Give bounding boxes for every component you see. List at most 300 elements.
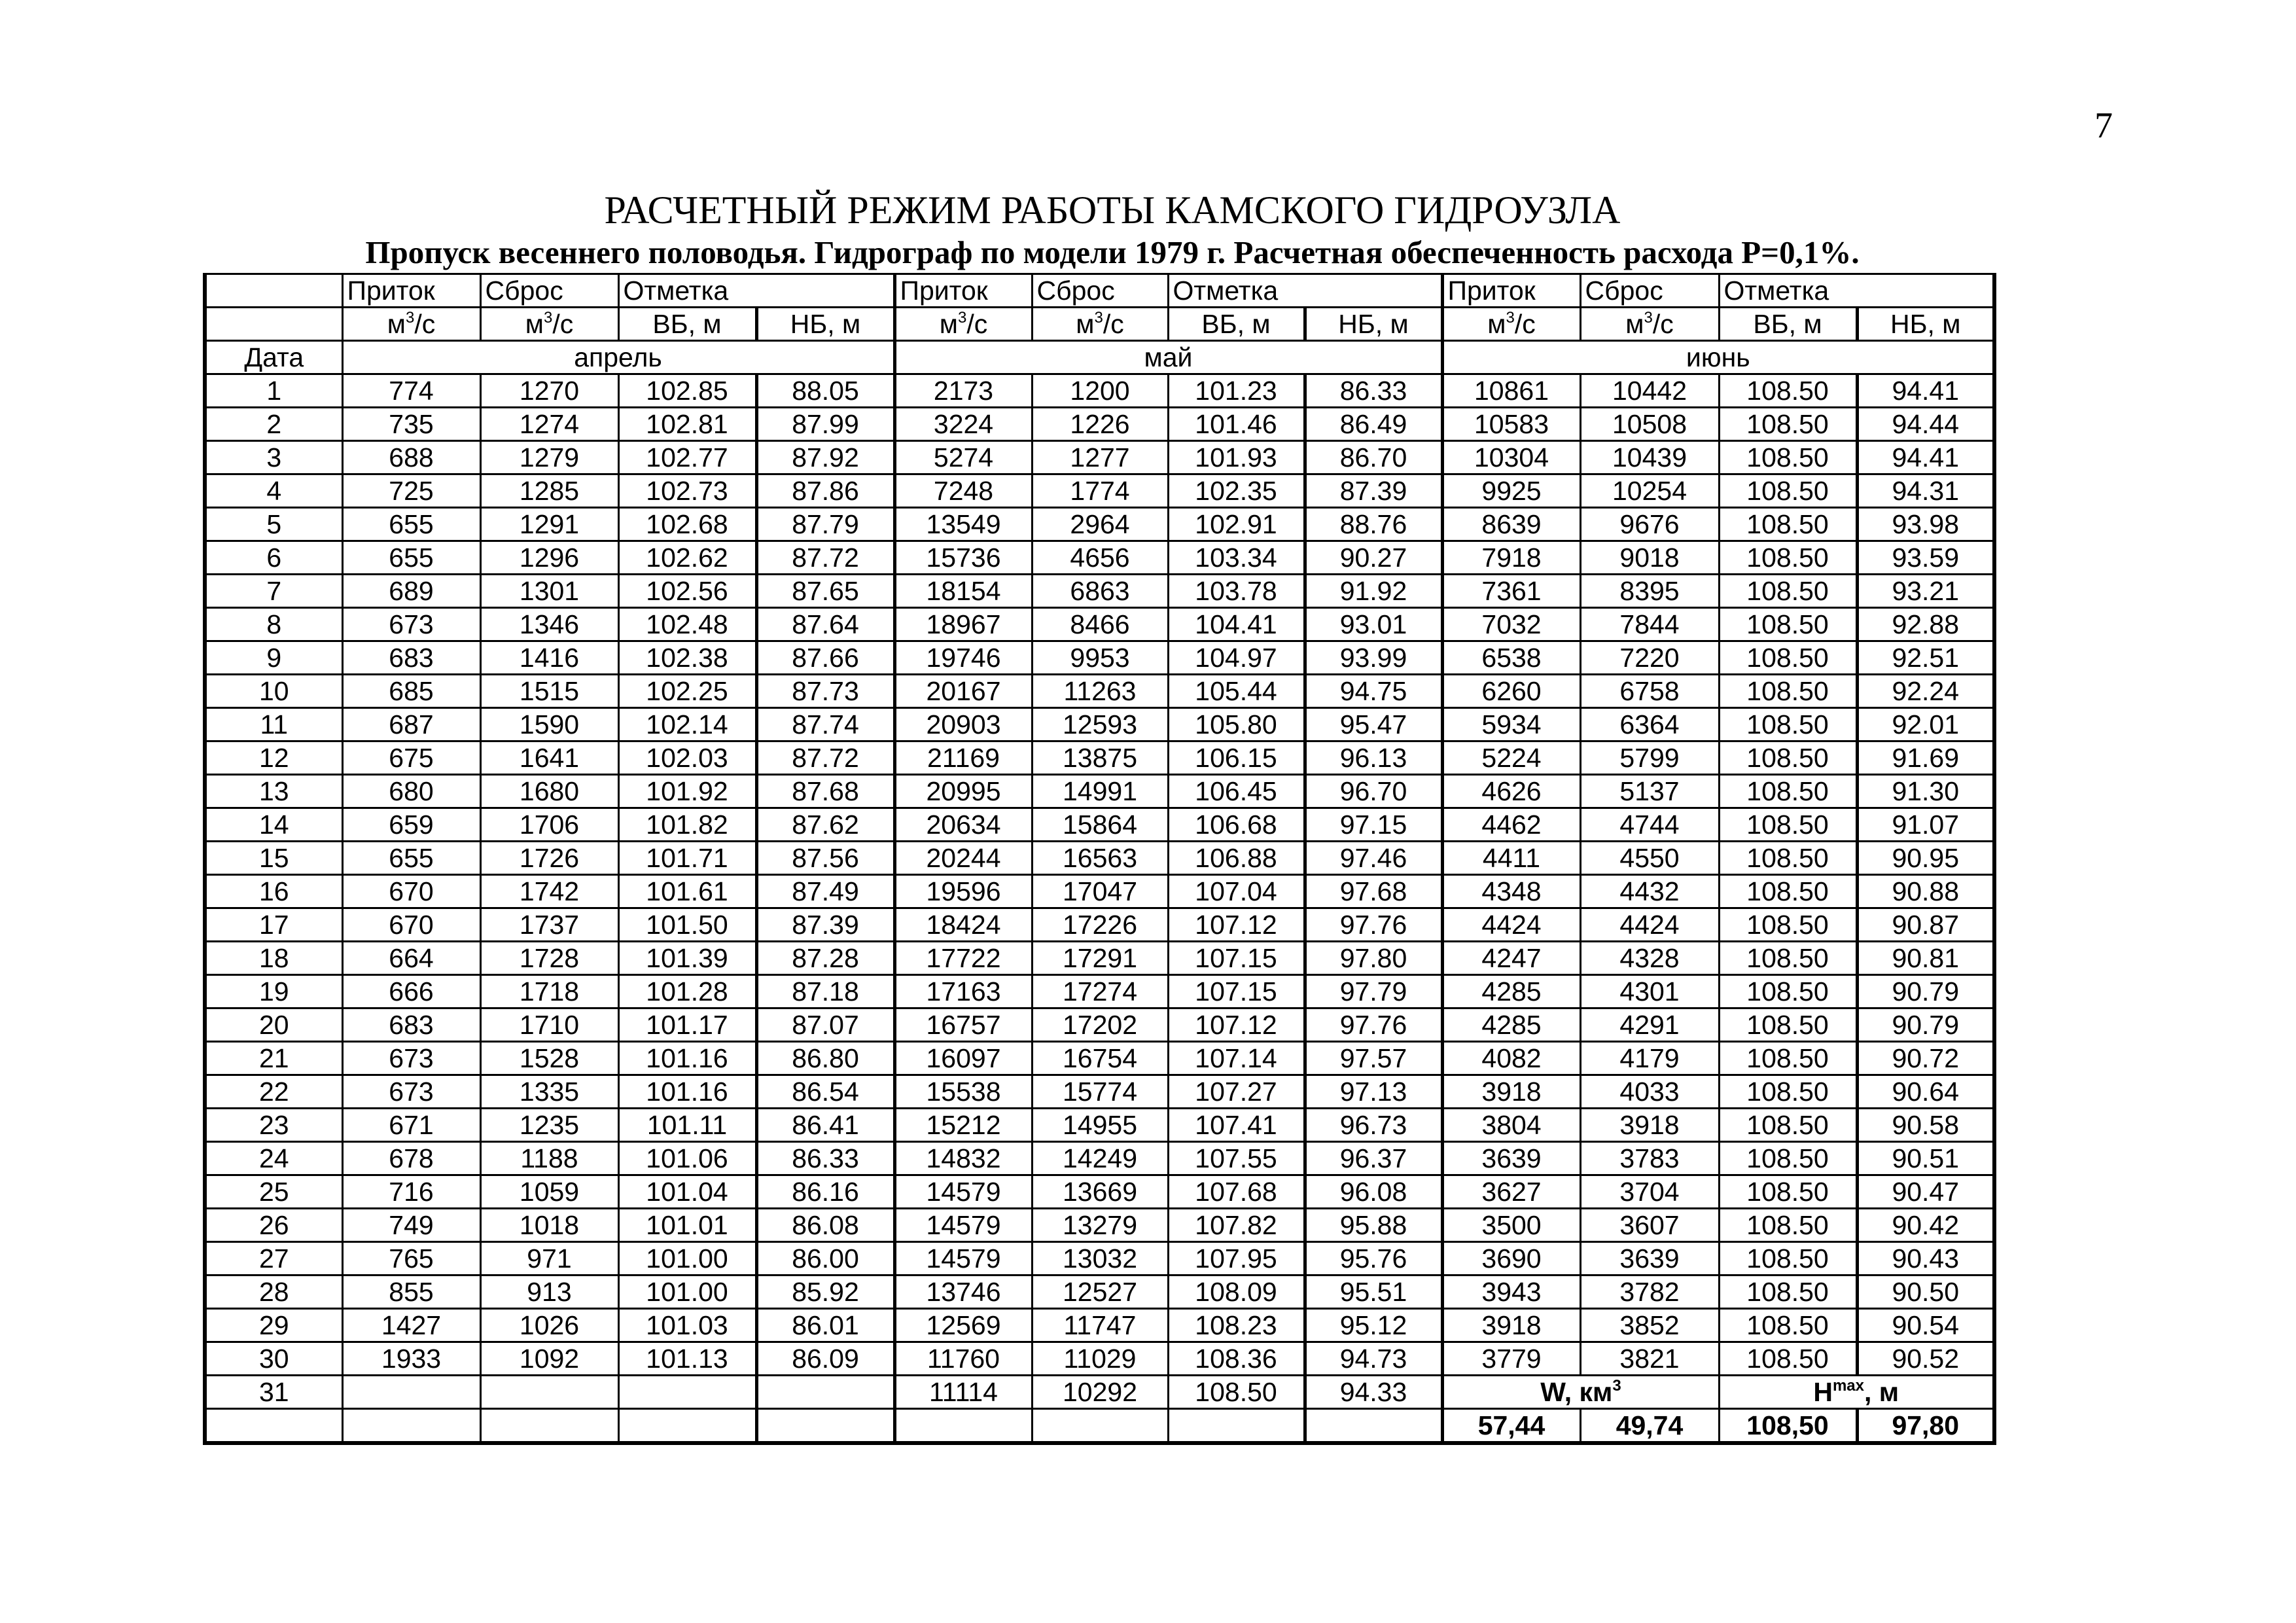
- june-inflow-cell: 10861: [1442, 374, 1580, 408]
- april-upper-pool-cell: 101.06: [618, 1142, 756, 1175]
- table-row: [205, 408, 1994, 441]
- may-tailwater-cell: 97.80: [1305, 942, 1442, 975]
- june-upper-pool-cell: 108.50: [1719, 1175, 1857, 1209]
- may-tailwater-cell: 95.12: [1305, 1309, 1442, 1342]
- header-discharge-may: Сброс: [1032, 274, 1168, 308]
- may-upper-pool-cell: 106.88: [1168, 842, 1305, 875]
- april-empty-cell: [756, 1376, 894, 1409]
- unit-flow: $м^3/с$: [1442, 308, 1580, 341]
- june-discharge-cell: 7220: [1580, 641, 1719, 675]
- june-inflow-cell: 10583: [1442, 408, 1580, 441]
- april-tailwater-cell: 87.18: [756, 975, 894, 1008]
- june-inflow-cell: 4247: [1442, 942, 1580, 975]
- april-discharge-cell: 1737: [480, 908, 618, 942]
- table-row: [205, 708, 1994, 741]
- may-discharge-cell: 6863: [1032, 575, 1168, 608]
- may-tailwater-cell: 96.08: [1305, 1175, 1442, 1209]
- april-inflow-cell: 683: [342, 641, 480, 675]
- table-row: [205, 374, 1994, 408]
- may-tailwater-cell: 94.75: [1305, 675, 1442, 708]
- may-upper-pool-cell: 107.15: [1168, 975, 1305, 1008]
- june-tailwater-cell: 93.98: [1857, 508, 1994, 541]
- june-upper-pool-cell: 108.50: [1719, 1275, 1857, 1309]
- may-inflow-cell: 20167: [894, 675, 1032, 708]
- header-inflow-june: Приток: [1442, 274, 1580, 308]
- april-discharge-cell: 1416: [480, 641, 618, 675]
- page-title: РАСЧЕТНЫЙ РЕЖИМ РАБОТЫ КАМСКОГО ГИДРОУЗЛА: [604, 188, 1621, 232]
- may-discharge-cell: 4656: [1032, 541, 1168, 575]
- april-discharge-cell: 1710: [480, 1008, 618, 1042]
- table-row: [205, 1142, 1994, 1175]
- may-tailwater-cell: 97.76: [1305, 908, 1442, 942]
- may-upper-pool-cell: 107.14: [1168, 1042, 1305, 1075]
- may-tailwater-cell: 97.79: [1305, 975, 1442, 1008]
- may-inflow-cell: 2173: [894, 374, 1032, 408]
- may-upper-pool-cell: 108.50: [1168, 1376, 1305, 1409]
- april-inflow-cell: 725: [342, 474, 480, 508]
- header-level-may: Отметка: [1168, 274, 1442, 308]
- june-upper-pool-cell: 108.50: [1719, 808, 1857, 842]
- april-inflow-cell: 683: [342, 1008, 480, 1042]
- may-upper-pool-cell: 104.97: [1168, 641, 1305, 675]
- may-upper-pool-cell: 104.41: [1168, 608, 1305, 641]
- unit-upper-pool: ВБ, м: [618, 308, 756, 341]
- may-upper-pool-cell: 108.09: [1168, 1275, 1305, 1309]
- april-tailwater-cell: 87.49: [756, 875, 894, 908]
- date-cell: 20: [205, 1008, 342, 1042]
- april-tailwater-cell: 87.86: [756, 474, 894, 508]
- table-row: [205, 1309, 1994, 1342]
- april-upper-pool-cell: 102.14: [618, 708, 756, 741]
- date-cell: 14: [205, 808, 342, 842]
- date-cell: 7: [205, 575, 342, 608]
- may-inflow-cell: 17163: [894, 975, 1032, 1008]
- june-upper-pool-cell: 108.50: [1719, 374, 1857, 408]
- june-inflow-cell: 4411: [1442, 842, 1580, 875]
- may-inflow-cell: 14579: [894, 1209, 1032, 1242]
- june-inflow-cell: 4348: [1442, 875, 1580, 908]
- april-upper-pool-cell: 101.03: [618, 1309, 756, 1342]
- unit-flow: $м^3/с$: [342, 308, 480, 341]
- june-inflow-cell: 3918: [1442, 1075, 1580, 1109]
- may-inflow-cell: 7248: [894, 474, 1032, 508]
- june-tailwater-cell: 90.43: [1857, 1242, 1994, 1275]
- april-discharge-cell: 1680: [480, 775, 618, 808]
- date-cell: 17: [205, 908, 342, 942]
- june-tailwater-cell: 94.41: [1857, 374, 1994, 408]
- june-discharge-cell: 4301: [1580, 975, 1719, 1008]
- table-row: [205, 975, 1994, 1008]
- april-discharge-cell: 971: [480, 1242, 618, 1275]
- april-discharge-cell: 1718: [480, 975, 618, 1008]
- june-inflow-cell: 3627: [1442, 1175, 1580, 1209]
- april-discharge-cell: 1059: [480, 1175, 618, 1209]
- june-upper-pool-cell: 108.50: [1719, 1109, 1857, 1142]
- june-upper-pool-cell: 108.50: [1719, 1142, 1857, 1175]
- april-upper-pool-cell: 101.17: [618, 1008, 756, 1042]
- may-upper-pool-cell: 107.82: [1168, 1209, 1305, 1242]
- april-upper-pool-cell: 101.00: [618, 1242, 756, 1275]
- april-inflow-cell: 673: [342, 608, 480, 641]
- may-upper-pool-cell: 108.36: [1168, 1342, 1305, 1376]
- header-row-months: [205, 341, 1994, 374]
- june-tailwater-cell: 92.51: [1857, 641, 1994, 675]
- may-inflow-cell: 18424: [894, 908, 1032, 942]
- may-upper-pool-cell: 108.23: [1168, 1309, 1305, 1342]
- april-tailwater-cell: 87.73: [756, 675, 894, 708]
- june-inflow-cell: 4424: [1442, 908, 1580, 942]
- date-cell: 2: [205, 408, 342, 441]
- april-discharge-cell: 1018: [480, 1209, 618, 1242]
- april-inflow-cell: 659: [342, 808, 480, 842]
- april-discharge-cell: 1641: [480, 741, 618, 775]
- may-tailwater-cell: 94.73: [1305, 1342, 1442, 1376]
- may-tailwater-cell: 95.88: [1305, 1209, 1442, 1242]
- june-tailwater-cell: 90.54: [1857, 1309, 1994, 1342]
- may-tailwater-cell: 95.76: [1305, 1242, 1442, 1275]
- april-upper-pool-cell: 101.13: [618, 1342, 756, 1376]
- table-row: [205, 1275, 1994, 1309]
- june-discharge-cell: 4328: [1580, 942, 1719, 975]
- table-row: [205, 1008, 1994, 1042]
- april-discharge-cell: 1528: [480, 1042, 618, 1075]
- june-tailwater-cell: 91.30: [1857, 775, 1994, 808]
- june-upper-pool-cell: 108.50: [1719, 1342, 1857, 1376]
- june-upper-pool-cell: 108.50: [1719, 842, 1857, 875]
- may-empty-cell: [894, 1409, 1032, 1444]
- may-upper-pool-cell: 107.41: [1168, 1109, 1305, 1142]
- june-inflow-cell: 7032: [1442, 608, 1580, 641]
- may-discharge-cell: 11029: [1032, 1342, 1168, 1376]
- june-inflow-cell: 5934: [1442, 708, 1580, 741]
- date-cell: 11: [205, 708, 342, 741]
- june-tailwater-cell: 92.88: [1857, 608, 1994, 641]
- date-cell: 5: [205, 508, 342, 541]
- may-inflow-cell: 20634: [894, 808, 1032, 842]
- may-discharge-cell: 17291: [1032, 942, 1168, 975]
- april-discharge-cell: 1274: [480, 408, 618, 441]
- april-upper-pool-cell: 101.61: [618, 875, 756, 908]
- unit-flow: $м^3/с$: [1032, 308, 1168, 341]
- may-upper-pool-cell: 103.34: [1168, 541, 1305, 575]
- april-inflow-cell: 666: [342, 975, 480, 1008]
- april-upper-pool-cell: 101.39: [618, 942, 756, 975]
- june-upper-pool-cell: 108.50: [1719, 408, 1857, 441]
- april-discharge-cell: 1742: [480, 875, 618, 908]
- volume-label: W, $км^3$: [1442, 1376, 1719, 1409]
- may-inflow-cell: 15212: [894, 1109, 1032, 1142]
- date-cell: 18: [205, 942, 342, 975]
- unit-tailwater: НБ, м: [1857, 308, 1994, 341]
- april-discharge-cell: 1270: [480, 374, 618, 408]
- april-upper-pool-cell: 102.81: [618, 408, 756, 441]
- table-row: [205, 741, 1994, 775]
- may-upper-pool-cell: 103.78: [1168, 575, 1305, 608]
- may-inflow-cell: 11760: [894, 1342, 1032, 1376]
- june-discharge-cell: 4744: [1580, 808, 1719, 842]
- april-inflow-cell: 1427: [342, 1309, 480, 1342]
- june-inflow-cell: 7361: [1442, 575, 1580, 608]
- april-upper-pool-cell: 101.92: [618, 775, 756, 808]
- may-discharge-cell: 14249: [1032, 1142, 1168, 1175]
- april-upper-pool-cell: 102.85: [618, 374, 756, 408]
- may-inflow-cell: 11114: [894, 1376, 1032, 1409]
- may-inflow-cell: 20995: [894, 775, 1032, 808]
- april-upper-pool-cell: 101.71: [618, 842, 756, 875]
- april-tailwater-cell: 87.72: [756, 741, 894, 775]
- june-tailwater-cell: 90.42: [1857, 1209, 1994, 1242]
- may-tailwater-cell: 95.47: [1305, 708, 1442, 741]
- april-inflow-cell: 673: [342, 1075, 480, 1109]
- table-row: [205, 1075, 1994, 1109]
- june-tailwater-cell: 92.01: [1857, 708, 1994, 741]
- date-cell: 23: [205, 1109, 342, 1142]
- may-tailwater-cell: 96.13: [1305, 741, 1442, 775]
- unit-upper-pool: ВБ, м: [1168, 308, 1305, 341]
- april-upper-pool-cell: 101.00: [618, 1275, 756, 1309]
- june-upper-pool-cell: 108.50: [1719, 1309, 1857, 1342]
- june-inflow-cell: 4462: [1442, 808, 1580, 842]
- june-tailwater-cell: 90.87: [1857, 908, 1994, 942]
- may-inflow-cell: 19746: [894, 641, 1032, 675]
- april-tailwater-cell: 87.74: [756, 708, 894, 741]
- april-tailwater-cell: 86.01: [756, 1309, 894, 1342]
- june-discharge-cell: 6758: [1580, 675, 1719, 708]
- may-tailwater-cell: 97.68: [1305, 875, 1442, 908]
- date-cell: 21: [205, 1042, 342, 1075]
- april-inflow-cell: 765: [342, 1242, 480, 1275]
- june-discharge-cell: 3783: [1580, 1142, 1719, 1175]
- may-inflow-cell: 18154: [894, 575, 1032, 608]
- april-upper-pool-cell: 101.50: [618, 908, 756, 942]
- april-empty-cell: [480, 1409, 618, 1444]
- april-upper-pool-cell: 102.56: [618, 575, 756, 608]
- june-upper-pool-cell: 108.50: [1719, 675, 1857, 708]
- may-upper-pool-cell: 102.35: [1168, 474, 1305, 508]
- june-discharge-cell: 4179: [1580, 1042, 1719, 1075]
- april-tailwater-cell: 87.65: [756, 575, 894, 608]
- may-tailwater-cell: 96.37: [1305, 1142, 1442, 1175]
- april-tailwater-cell: 86.80: [756, 1042, 894, 1075]
- april-inflow-cell: 1933: [342, 1342, 480, 1376]
- date-cell: 22: [205, 1075, 342, 1109]
- june-tailwater-cell: 90.79: [1857, 1008, 1994, 1042]
- april-empty-cell: [480, 1376, 618, 1409]
- april-upper-pool-cell: 101.11: [618, 1109, 756, 1142]
- june-inflow-cell: 3943: [1442, 1275, 1580, 1309]
- june-upper-pool-cell: 108.50: [1719, 474, 1857, 508]
- april-tailwater-cell: 87.62: [756, 808, 894, 842]
- may-upper-pool-cell: 107.95: [1168, 1242, 1305, 1275]
- april-tailwater-cell: 86.54: [756, 1075, 894, 1109]
- april-discharge-cell: 1235: [480, 1109, 618, 1142]
- april-inflow-cell: 670: [342, 875, 480, 908]
- april-inflow-cell: 685: [342, 675, 480, 708]
- june-discharge-cell: 9018: [1580, 541, 1719, 575]
- may-upper-pool-cell: 106.45: [1168, 775, 1305, 808]
- june-upper-pool-cell: 108.50: [1719, 1008, 1857, 1042]
- header-blank-cell: [205, 274, 342, 308]
- april-upper-pool-cell: 101.16: [618, 1042, 756, 1075]
- table-row: [205, 474, 1994, 508]
- june-upper-pool-cell: 108.50: [1719, 741, 1857, 775]
- june-discharge-cell: 7844: [1580, 608, 1719, 641]
- table-row: [205, 1376, 1994, 1409]
- date-cell: 6: [205, 541, 342, 575]
- june-inflow-cell: 3918: [1442, 1309, 1580, 1342]
- april-upper-pool-cell: 101.04: [618, 1175, 756, 1209]
- april-tailwater-cell: 86.08: [756, 1209, 894, 1242]
- april-tailwater-cell: 87.92: [756, 441, 894, 474]
- april-upper-pool-cell: 101.01: [618, 1209, 756, 1242]
- may-inflow-cell: 17722: [894, 942, 1032, 975]
- may-inflow-cell: 18967: [894, 608, 1032, 641]
- may-tailwater-cell: 97.15: [1305, 808, 1442, 842]
- april-empty-cell: [618, 1376, 756, 1409]
- may-tailwater-cell: 91.92: [1305, 575, 1442, 608]
- june-tailwater-cell: 94.31: [1857, 474, 1994, 508]
- may-discharge-cell: 13669: [1032, 1175, 1168, 1209]
- unit-upper-pool: ВБ, м: [1719, 308, 1857, 341]
- date-cell: 8: [205, 608, 342, 641]
- date-header: Дата: [205, 341, 342, 374]
- june-discharge-cell: 3607: [1580, 1209, 1719, 1242]
- table-row: [205, 575, 1994, 608]
- april-tailwater-cell: 87.07: [756, 1008, 894, 1042]
- date-cell: 4: [205, 474, 342, 508]
- april-tailwater-cell: 87.66: [756, 641, 894, 675]
- april-upper-pool-cell: 101.16: [618, 1075, 756, 1109]
- june-upper-pool-cell: 108.50: [1719, 875, 1857, 908]
- summary-discharge-volume: 49,74: [1580, 1409, 1719, 1444]
- date-cell: 3: [205, 441, 342, 474]
- april-tailwater-cell: 87.64: [756, 608, 894, 641]
- april-discharge-cell: 1285: [480, 474, 618, 508]
- april-upper-pool-cell: 102.25: [618, 675, 756, 708]
- may-discharge-cell: 1226: [1032, 408, 1168, 441]
- april-upper-pool-cell: 102.73: [618, 474, 756, 508]
- date-cell: 19: [205, 975, 342, 1008]
- unit-flow: $м^3/с$: [480, 308, 618, 341]
- header-inflow-may: Приток: [894, 274, 1032, 308]
- june-inflow-cell: 4626: [1442, 775, 1580, 808]
- summary-inflow-volume: 57,44: [1442, 1409, 1580, 1444]
- april-tailwater-cell: 85.92: [756, 1275, 894, 1309]
- table-row: [205, 1109, 1994, 1142]
- unit-tailwater: НБ, м: [1305, 308, 1442, 341]
- june-tailwater-cell: 90.64: [1857, 1075, 1994, 1109]
- april-tailwater-cell: 87.79: [756, 508, 894, 541]
- table-row: [205, 641, 1994, 675]
- april-tailwater-cell: 88.05: [756, 374, 894, 408]
- june-upper-pool-cell: 108.50: [1719, 1209, 1857, 1242]
- month-april: апрель: [342, 341, 894, 374]
- june-discharge-cell: 3704: [1580, 1175, 1719, 1209]
- header-blank-cell: [205, 308, 342, 341]
- unit-flow: $м^3/с$: [894, 308, 1032, 341]
- header-discharge-april: Сброс: [480, 274, 618, 308]
- april-tailwater-cell: 87.39: [756, 908, 894, 942]
- date-cell: 31: [205, 1376, 342, 1409]
- date-cell: 24: [205, 1142, 342, 1175]
- june-discharge-cell: 3639: [1580, 1242, 1719, 1275]
- june-tailwater-cell: 90.95: [1857, 842, 1994, 875]
- may-discharge-cell: 14955: [1032, 1109, 1168, 1142]
- june-tailwater-cell: 91.07: [1857, 808, 1994, 842]
- may-discharge-cell: 8466: [1032, 608, 1168, 641]
- may-discharge-cell: 17202: [1032, 1008, 1168, 1042]
- may-tailwater-cell: 88.76: [1305, 508, 1442, 541]
- april-inflow-cell: 749: [342, 1209, 480, 1242]
- april-inflow-cell: 855: [342, 1275, 480, 1309]
- date-cell: 13: [205, 775, 342, 808]
- table-row: [205, 942, 1994, 975]
- april-inflow-cell: 671: [342, 1109, 480, 1142]
- june-tailwater-cell: 90.81: [1857, 942, 1994, 975]
- header-row-units: [205, 308, 1994, 341]
- june-tailwater-cell: 92.24: [1857, 675, 1994, 708]
- summary-max-upper-pool: 108,50: [1719, 1409, 1857, 1444]
- june-inflow-cell: 6260: [1442, 675, 1580, 708]
- june-discharge-cell: 3782: [1580, 1275, 1719, 1309]
- june-upper-pool-cell: 108.50: [1719, 1042, 1857, 1075]
- may-tailwater-cell: 97.13: [1305, 1075, 1442, 1109]
- april-tailwater-cell: 86.16: [756, 1175, 894, 1209]
- june-discharge-cell: 9676: [1580, 508, 1719, 541]
- may-discharge-cell: 11263: [1032, 675, 1168, 708]
- table-row: [205, 675, 1994, 708]
- april-inflow-cell: 716: [342, 1175, 480, 1209]
- april-tailwater-cell: 86.41: [756, 1109, 894, 1142]
- april-tailwater-cell: 87.99: [756, 408, 894, 441]
- may-upper-pool-cell: 105.80: [1168, 708, 1305, 741]
- june-inflow-cell: 4082: [1442, 1042, 1580, 1075]
- may-inflow-cell: 20244: [894, 842, 1032, 875]
- april-upper-pool-cell: 102.77: [618, 441, 756, 474]
- may-upper-pool-cell: 107.55: [1168, 1142, 1305, 1175]
- page-number: 7: [2094, 105, 2113, 146]
- table-row: [205, 541, 1994, 575]
- may-upper-pool-cell: 107.12: [1168, 908, 1305, 942]
- april-upper-pool-cell: 102.03: [618, 741, 756, 775]
- table-row: [205, 775, 1994, 808]
- june-inflow-cell: 3690: [1442, 1242, 1580, 1275]
- may-discharge-cell: 13875: [1032, 741, 1168, 775]
- header-level-june: Отметка: [1719, 274, 1994, 308]
- table-row: [205, 1209, 1994, 1242]
- april-inflow-cell: 680: [342, 775, 480, 808]
- june-discharge-cell: 3918: [1580, 1109, 1719, 1142]
- april-empty-cell: [618, 1409, 756, 1444]
- may-inflow-cell: 16097: [894, 1042, 1032, 1075]
- april-discharge-cell: 1726: [480, 842, 618, 875]
- table-row: [205, 1242, 1994, 1275]
- header-discharge-june: Сброс: [1580, 274, 1719, 308]
- june-tailwater-cell: 90.47: [1857, 1175, 1994, 1209]
- april-empty-cell: [342, 1376, 480, 1409]
- april-inflow-cell: 670: [342, 908, 480, 942]
- may-tailwater-cell: 96.70: [1305, 775, 1442, 808]
- may-tailwater-cell: 93.01: [1305, 608, 1442, 641]
- june-inflow-cell: 3500: [1442, 1209, 1580, 1242]
- may-upper-pool-cell: 101.93: [1168, 441, 1305, 474]
- may-upper-pool-cell: 106.68: [1168, 808, 1305, 842]
- may-inflow-cell: 13746: [894, 1275, 1032, 1309]
- june-upper-pool-cell: 108.50: [1719, 908, 1857, 942]
- table-row: [205, 1175, 1994, 1209]
- june-inflow-cell: 9925: [1442, 474, 1580, 508]
- may-tailwater-cell: 87.39: [1305, 474, 1442, 508]
